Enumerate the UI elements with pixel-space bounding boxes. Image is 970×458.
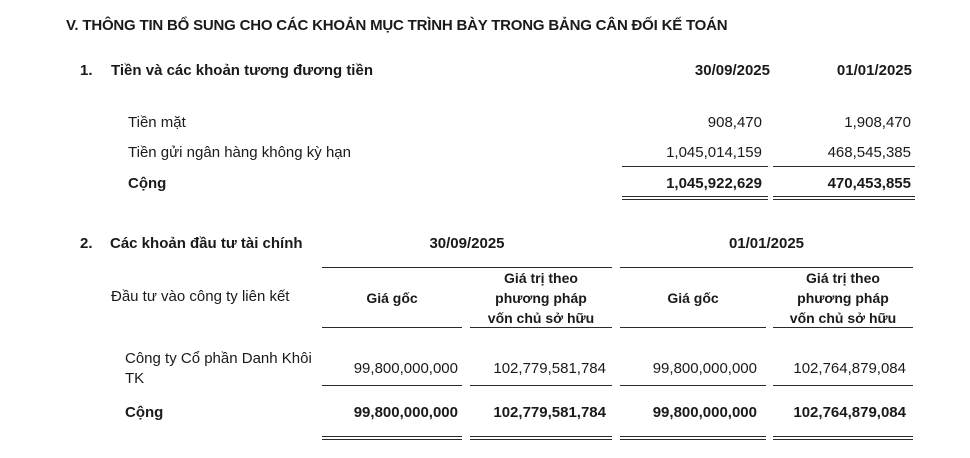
subtotal-rule <box>620 385 766 386</box>
row-label-demand-deposits: Tiền gửi ngân hàng không kỳ hạn <box>128 144 351 161</box>
total-value: 102,764,879,084 <box>793 404 906 421</box>
double-underline <box>773 436 913 440</box>
cell-value: 99,800,000,000 <box>652 360 757 377</box>
cell-value: 1,045,014,159 <box>666 144 762 161</box>
cell-value: 102,764,879,084 <box>793 360 906 377</box>
header-rule <box>322 327 462 328</box>
double-underline <box>622 196 768 200</box>
subtotal-rule <box>622 166 768 167</box>
row-label-danh-khoi <box>125 349 312 389</box>
double-underline <box>322 436 462 440</box>
col-header-30-09-2025: 30/09/2025 <box>694 62 770 79</box>
col-header-line: vốn chủ sở hữu <box>487 310 595 326</box>
total-value: 102,779,581,784 <box>493 404 606 421</box>
header-rule <box>773 327 913 328</box>
cell-value: 1,908,470 <box>844 114 911 131</box>
col-header-01-01-2025: 01/01/2025 <box>836 62 912 79</box>
cell-value: 99,800,000,000 <box>353 360 458 377</box>
double-underline <box>773 196 915 200</box>
cell-value: 102,779,581,784 <box>493 360 606 377</box>
cell-value: 908,470 <box>707 114 762 131</box>
total-value: 99,800,000,000 <box>652 404 757 421</box>
col-header-cost: Giá gốc <box>366 290 418 306</box>
total-label: Cộng <box>128 175 167 192</box>
col-header-equity-value <box>470 268 612 328</box>
cell-value: 468,545,385 <box>827 144 911 161</box>
row-header-associates: Đầu tư vào công ty liên kết <box>111 288 290 305</box>
col-header-line: phương pháp <box>797 290 889 306</box>
section2-number: 2. <box>80 235 93 252</box>
col-header-line: phương pháp <box>495 290 587 306</box>
col-header-equity-value <box>773 268 913 328</box>
total-value: 470,453,855 <box>827 175 911 192</box>
subtotal-rule <box>470 385 612 386</box>
double-underline <box>620 436 766 440</box>
header-rule <box>620 327 766 328</box>
total-value: 99,800,000,000 <box>353 404 458 421</box>
subtotal-rule <box>322 385 462 386</box>
subtotal-rule <box>773 166 915 167</box>
section-title: V. THÔNG TIN BỔ SUNG CHO CÁC KHOẢN MỤC TRÌNH BÀY TRONG BẢNG CÂN ĐỐI KẾ TOÁN <box>66 17 728 34</box>
date-group-30-09-2025: 30/09/2025 <box>429 235 505 252</box>
row-label-cash: Tiền mặt <box>128 114 186 131</box>
total-value: 1,045,922,629 <box>666 175 762 192</box>
row-label-line: Công ty Cổ phần Danh Khôi <box>125 350 312 367</box>
col-header-line: Giá trị theo <box>806 270 880 286</box>
section2-heading: Các khoản đầu tư tài chính <box>110 235 303 252</box>
date-group-01-01-2025: 01/01/2025 <box>728 235 805 252</box>
section1-heading: Tiền và các khoản tương đương tiền <box>111 62 373 79</box>
total-label: Cộng <box>125 404 164 421</box>
double-underline <box>470 436 612 440</box>
col-header-line: Giá trị theo <box>504 270 578 286</box>
header-rule <box>470 327 612 328</box>
col-header-line: vốn chủ sở hữu <box>789 310 897 326</box>
row-label-line: TK <box>125 370 145 387</box>
subtotal-rule <box>773 385 913 386</box>
section1-number: 1. <box>80 62 93 79</box>
col-header-cost: Giá gốc <box>667 290 719 306</box>
